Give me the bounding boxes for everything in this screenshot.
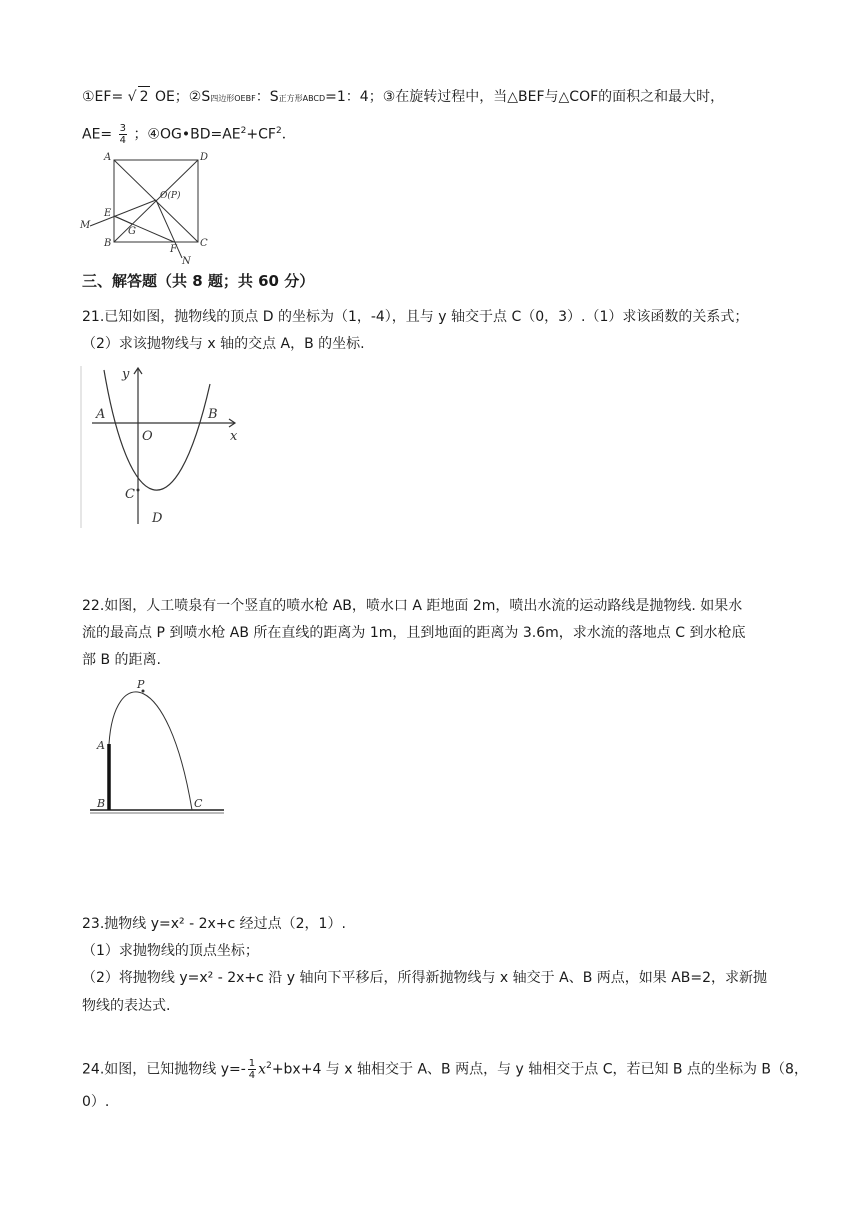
fig2-label-c: C <box>125 487 135 502</box>
q24-denominator: 4 <box>248 1070 256 1082</box>
q23-line4: 物线的表达式. <box>82 998 171 1014</box>
parabola-curve <box>104 370 210 490</box>
q24-sup: 2 <box>266 1061 272 1071</box>
q22-line1: 22.如图，人工喷泉有一个竖直的喷水枪 AB，喷水口 A 距地面 2m，喷出水流的运动路线是抛物线. 如果水 <box>82 598 743 614</box>
fig3-label-b: B <box>97 797 106 810</box>
fig1-label-o: O(P) <box>160 191 181 201</box>
fig3-label-c: C <box>194 797 203 810</box>
segment-eg <box>114 216 132 224</box>
fig2-label-b: B <box>208 407 218 422</box>
fig1-label-m: M <box>80 220 91 231</box>
fig1-label-e: E <box>104 208 112 219</box>
opt3-denominator: 4 <box>119 135 126 147</box>
q24-fraction <box>248 1058 256 1081</box>
parabola-axes-figure <box>80 362 250 530</box>
q21-line1: 21.已知如图，抛物线的顶点 D 的坐标为（1，-4），且与 y 轴交于点 C（0，3）.（1）求该函数的关系式； <box>82 309 749 325</box>
q24-neg: - <box>240 1061 246 1078</box>
q22-line3: 部 B 的距离. <box>82 652 161 668</box>
fig2-label-y: y <box>122 367 130 382</box>
square-rotation-figure <box>78 148 228 266</box>
point-c-dot <box>137 489 140 492</box>
opt2-suffix: =1：4；③在旋转过程中，当△BEF与△COF的面积之和最大时， <box>325 89 725 105</box>
fig1-label-b: B <box>104 238 112 249</box>
q20-options-line1 <box>82 86 724 109</box>
fig2-label-a: A <box>96 407 106 422</box>
q22-line2: 流的最高点 P 到喷水枪 AB 所在直线的距离为 1m，且到地面的距离为 3.6m，求水流的落地点 C 到水枪底 <box>82 625 746 641</box>
fountain-figure <box>88 676 228 818</box>
opt3-prefix: AE= <box>82 126 113 143</box>
q24-numerator: 1 <box>248 1058 256 1070</box>
opt4-sup1: 2 <box>240 126 247 136</box>
q24-prefix: 24.如图，已知抛物线 y= <box>82 1061 241 1078</box>
q23-line1: 23.抛物线 y=x² ‑ 2x+c 经过点（2，1）. <box>82 916 346 932</box>
opt4-sup2: 2 <box>275 126 282 136</box>
q24-suffix: +bx+4 与 x 轴相交于 A、B 两点，与 y 轴相交于点 C，若已知 B 点的坐标为 B（8， <box>271 1061 808 1078</box>
fig3-label-p: P <box>137 678 145 691</box>
opt3-numerator: 3 <box>119 123 126 135</box>
fig1-label-d: D <box>200 152 209 163</box>
fig2-label-d: D <box>152 511 163 526</box>
fig1-label-a: A <box>104 152 112 163</box>
q24-line1 <box>82 1056 808 1081</box>
opt2-sub1: 四边形OEBF <box>210 94 256 103</box>
opt3-fraction <box>119 123 127 146</box>
sqrt-symbol: √ <box>127 89 137 105</box>
q20-options-line2 <box>82 121 296 146</box>
fig1-label-n: N <box>182 256 191 266</box>
opt2-mid: ：S <box>255 89 279 105</box>
section3-heading: 三、解答题（共 8 题；共 60 分） <box>82 272 315 290</box>
fig1-label-g: G <box>128 226 136 237</box>
q24-var: x <box>258 1061 267 1078</box>
fig2-label-o: O <box>142 429 153 444</box>
opt1-prefix: ①EF= <box>82 89 124 105</box>
q23-line2: （1）求抛物线的顶点坐标； <box>82 943 259 959</box>
fig3-label-a: A <box>97 739 105 752</box>
ray-on <box>156 200 182 258</box>
q21-line2: （2）求该抛物线与 x 轴的交点 A，B 的坐标. <box>82 336 365 352</box>
fig1-label-f: F <box>170 244 177 255</box>
opt1-suffix: OE；②S <box>154 89 211 105</box>
water-stream <box>109 692 192 810</box>
opt4-mid: +CF <box>246 126 276 143</box>
q23-line3: （2）将抛物线 y=x² ‑ 2x+c 沿 y 轴向下平移后，所得新抛物线与 x 轴交于 A、B 两点，如果 AB=2，求新抛 <box>82 970 768 986</box>
q24-line2: 0）. <box>82 1094 110 1110</box>
opt1-radicand: 2 <box>138 86 151 107</box>
opt3-suffix: ；④OG•BD=AE <box>133 126 241 143</box>
opt4-end: ． <box>281 126 296 143</box>
ray-om <box>90 200 156 226</box>
fig1-label-c: C <box>200 238 208 249</box>
fig2-label-x: x <box>230 429 238 444</box>
opt2-sub2: 正方形ABCD <box>278 94 326 103</box>
